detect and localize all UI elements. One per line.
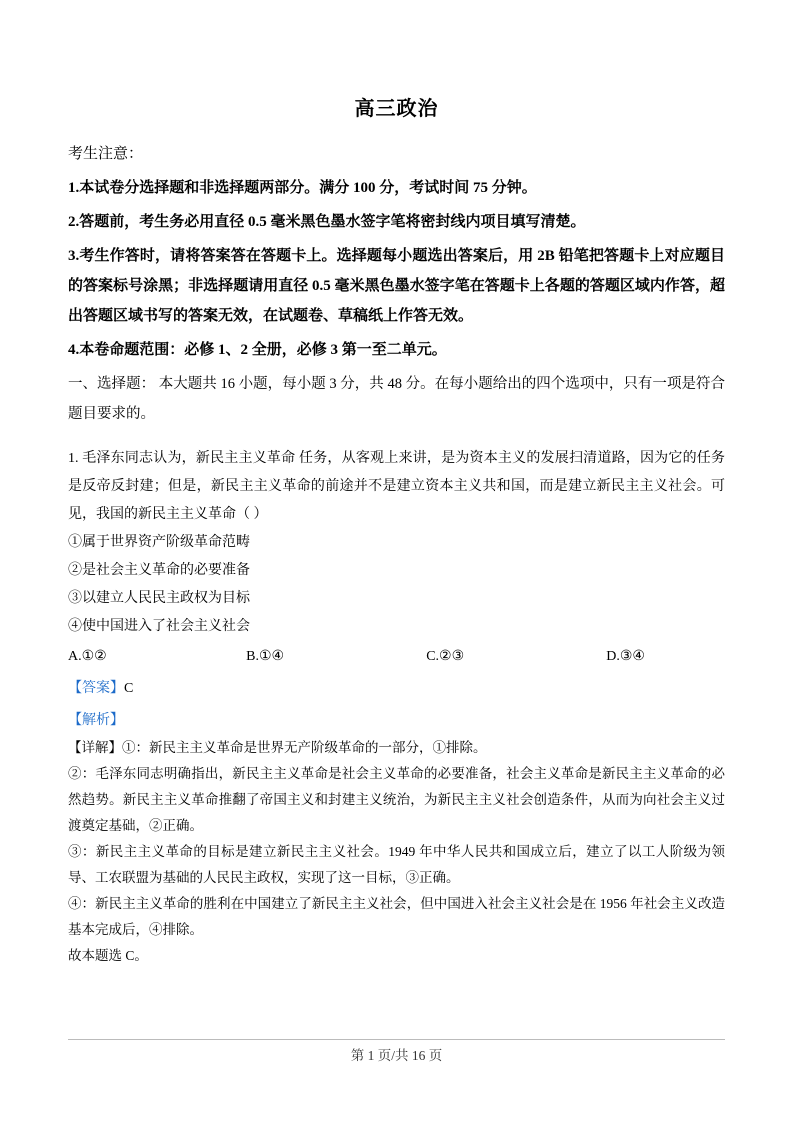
page-title: 高三政治: [354, 98, 439, 120]
notice-item-1: 1.本试卷分选择题和非选择题两部分。满分 100 分，考试时间 75 分钟。: [68, 180, 537, 196]
answer-line: [68, 675, 725, 703]
footer-divider: [68, 1039, 725, 1040]
detail-line-3: ③：新民主主义革命的目标是建立新民主主义社会。1949 年中华人民共和国成立后，建立了以工人阶级为领导、工农联盟为基础的人民民主政权，实现了这一目标，③正确。: [68, 844, 725, 885]
answer-label: 【答案】: [68, 681, 124, 696]
option-a[interactable]: A.①②: [68, 649, 107, 664]
notice-heading: 考生注意：: [68, 146, 144, 162]
question-number: 1.: [68, 451, 79, 466]
notice-item-3: 3.考生作答时，请将答案答在答题卡上。选择题每小题选出答案后，用 2B 铅笔把答题卡上对应题目的答案标号涂黑；非选择题请用直径 0.5 毫米黑色墨水签字笔在答题卡上各题的答题区域内作答，超出答题区域书写的答案无效，在试题卷、草稿纸上作答无效。: [68, 248, 725, 324]
question-options: [68, 643, 725, 671]
notice-item-4: 4.本卷命题范围：必修 1、2 全册，必修 3 第一至二单元。: [68, 342, 447, 358]
question-stem-text: 毛泽东同志认为，新民主主义革命 任务，从客观上来讲，是为资本主义的发展扫清道路，因为它的任务是反帝反封建；但是，新民主主义革命的前途并不是建立资本主义共和国，而是建立新民主主义社会。可见，我国的新民主主义革命（ ）: [68, 451, 726, 522]
analysis-line: [68, 707, 725, 735]
question-item-3: ③以建立人民民主政权为目标: [68, 591, 250, 606]
analysis-label: 【解析】: [68, 713, 124, 728]
question-item-2: ②是社会主义革命的必要准备: [68, 563, 250, 578]
section-one-heading: 一、选择题： 本大题共 16 小题，每小题 3 分，共 48 分。在每小题给出的四个选项中，只有一项是符合题目要求的。: [68, 376, 725, 422]
option-c[interactable]: C.②③: [426, 649, 465, 664]
question-item-4: ④使中国进入了社会主义社会: [68, 619, 250, 634]
option-b[interactable]: B.①④: [246, 649, 285, 664]
notice-item-2: 2.答题前，考生务必用直径 0.5 毫米黑色墨水签字笔将密封线内项目填写清楚。: [68, 214, 586, 230]
question-stem: [68, 445, 725, 529]
answer-value: C: [124, 681, 134, 696]
question-item-1: ①属于世界资产阶级革命范畴: [68, 535, 250, 550]
option-d[interactable]: D.③④: [606, 649, 645, 664]
detail-line-5: 故本题选 C。: [68, 948, 148, 963]
detail-line-2: ②：毛泽东同志明确指出，新民主主义革命是社会主义革命的必要准备，社会主义革命是新民主主义革命的必然趋势。新民主主义革命推翻了帝国主义和封建主义统治，为新民主主义社会创造条件，从而为向社会主义过渡奠定基础，②正确。: [68, 766, 725, 833]
detail-line-1: 【详解】①：新民主主义革命是世界无产阶级革命的一部分，①排除。: [68, 740, 487, 755]
page-footer: 第 1 页/共 16 页: [350, 1048, 443, 1063]
detail-line-4: ④：新民主主义革命的胜利在中国建立了新民主主义社会，但中国进入社会主义社会是在 1956 年社会主义改造基本完成后，④排除。: [68, 896, 725, 937]
